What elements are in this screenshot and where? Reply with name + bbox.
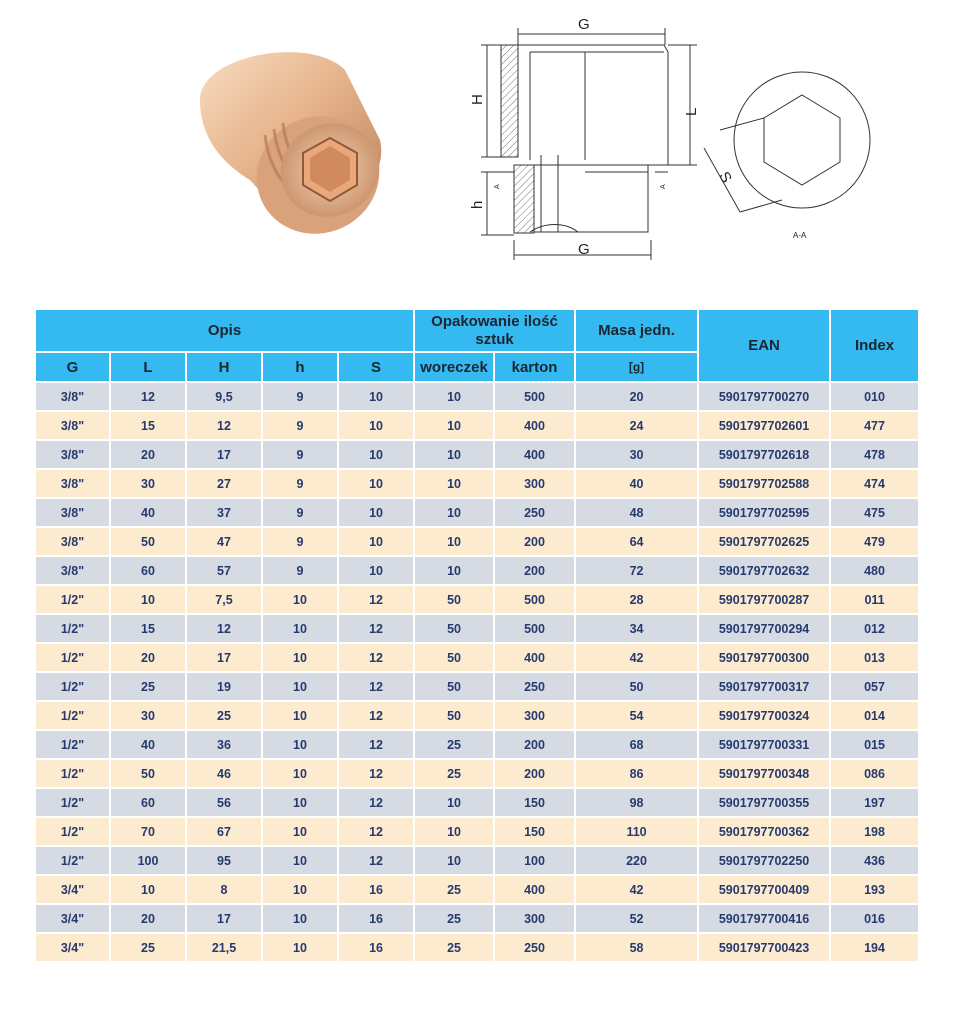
cell-ean: 5901797700270 [698,382,830,411]
dim-s: S [715,168,735,186]
header-s: S [338,352,414,382]
technical-drawing [458,8,878,270]
cell-g: 3/8" [35,411,110,440]
cell-ean: 5901797700348 [698,759,830,788]
cell-woreczek: 25 [414,759,494,788]
cell-s: 10 [338,411,414,440]
cell-l: 30 [110,701,186,730]
cell-h-lower: 10 [262,614,338,643]
cell-l: 40 [110,498,186,527]
cell-index: 013 [830,643,919,672]
cell-l: 50 [110,759,186,788]
cell-h-upper: 7,5 [186,585,262,614]
cell-h-lower: 10 [262,875,338,904]
cell-karton: 300 [494,904,575,933]
cell-ean: 5901797700416 [698,904,830,933]
cell-h-lower: 9 [262,411,338,440]
cell-g: 3/8" [35,527,110,556]
cell-masa: 28 [575,585,698,614]
cell-masa: 86 [575,759,698,788]
cell-ean: 5901797700355 [698,788,830,817]
table-row [35,788,919,817]
dim-h-upper: H [469,94,486,105]
cell-l: 15 [110,411,186,440]
cell-l: 50 [110,527,186,556]
header-h-lower: h [262,352,338,382]
cell-s: 10 [338,527,414,556]
cell-s: 10 [338,469,414,498]
cell-masa: 52 [575,904,698,933]
cell-s: 12 [338,701,414,730]
cell-masa: 20 [575,382,698,411]
cell-masa: 24 [575,411,698,440]
cell-karton: 300 [494,701,575,730]
section-label: A-A [793,231,807,240]
header-index: Index [830,309,919,382]
cell-index: 474 [830,469,919,498]
cell-ean: 5901797702632 [698,556,830,585]
cell-l: 60 [110,556,186,585]
table-row [35,817,919,846]
table-row [35,614,919,643]
cell-h-upper: 27 [186,469,262,498]
cell-h-lower: 9 [262,469,338,498]
cell-index: 436 [830,846,919,875]
cell-masa: 34 [575,614,698,643]
table-row [35,440,919,469]
cell-l: 25 [110,672,186,701]
cell-g: 3/4" [35,933,110,962]
dim-g-bottom: G [578,241,590,258]
cell-masa: 54 [575,701,698,730]
cell-g: 1/2" [35,614,110,643]
cell-masa: 72 [575,556,698,585]
cell-l: 20 [110,643,186,672]
cell-g: 1/2" [35,643,110,672]
cell-ean: 5901797702625 [698,527,830,556]
cell-h-upper: 21,5 [186,933,262,962]
header-ean: EAN [698,309,830,382]
cell-masa: 68 [575,730,698,759]
table-row [35,875,919,904]
cell-karton: 300 [494,469,575,498]
cell-ean: 5901797700331 [698,730,830,759]
cell-s: 12 [338,643,414,672]
header-opakowanie: Opakowanie ilość sztuk [414,309,575,352]
cell-masa: 42 [575,643,698,672]
header-g: G [35,352,110,382]
cell-ean: 5901797702595 [698,498,830,527]
cell-g: 3/4" [35,904,110,933]
cell-h-upper: 37 [186,498,262,527]
cell-woreczek: 10 [414,411,494,440]
cell-h-upper: 17 [186,440,262,469]
cell-s: 12 [338,614,414,643]
cell-index: 086 [830,759,919,788]
cell-ean: 5901797700324 [698,701,830,730]
cell-karton: 400 [494,875,575,904]
cell-s: 12 [338,585,414,614]
cell-masa: 50 [575,672,698,701]
cell-h-upper: 9,5 [186,382,262,411]
cell-index: 478 [830,440,919,469]
cell-h-upper: 12 [186,614,262,643]
cell-s: 12 [338,817,414,846]
cell-h-lower: 10 [262,730,338,759]
cell-s: 12 [338,759,414,788]
cell-ean: 5901797700300 [698,643,830,672]
cell-index: 193 [830,875,919,904]
cell-g: 3/4" [35,875,110,904]
cell-s: 10 [338,498,414,527]
cell-woreczek: 10 [414,527,494,556]
cell-l: 30 [110,469,186,498]
cell-s: 12 [338,672,414,701]
cell-woreczek: 10 [414,817,494,846]
cell-g: 1/2" [35,730,110,759]
cell-ean: 5901797702588 [698,469,830,498]
cell-index: 480 [830,556,919,585]
cell-karton: 150 [494,788,575,817]
cell-index: 014 [830,701,919,730]
cell-h-lower: 9 [262,498,338,527]
cell-masa: 40 [575,469,698,498]
cell-h-upper: 12 [186,411,262,440]
cell-index: 479 [830,527,919,556]
cell-index: 475 [830,498,919,527]
table-row [35,527,919,556]
cell-l: 20 [110,904,186,933]
cell-index: 194 [830,933,919,962]
cell-h-upper: 46 [186,759,262,788]
cell-g: 3/8" [35,469,110,498]
cell-index: 010 [830,382,919,411]
cell-h-upper: 25 [186,701,262,730]
header-karton: karton [494,352,575,382]
cell-g: 3/8" [35,382,110,411]
cell-g: 1/2" [35,585,110,614]
cell-woreczek: 50 [414,701,494,730]
cell-s: 12 [338,846,414,875]
cell-h-upper: 19 [186,672,262,701]
cell-h-lower: 10 [262,759,338,788]
table-row [35,556,919,585]
table-row [35,411,919,440]
cell-l: 12 [110,382,186,411]
cell-g: 3/8" [35,440,110,469]
cell-masa: 58 [575,933,698,962]
cell-s: 16 [338,933,414,962]
cell-karton: 400 [494,643,575,672]
spec-table [34,308,920,963]
cell-h-lower: 10 [262,817,338,846]
cell-h-lower: 10 [262,904,338,933]
cell-l: 10 [110,875,186,904]
header-opis: Opis [35,309,414,352]
cell-masa: 48 [575,498,698,527]
cell-h-lower: 9 [262,382,338,411]
cell-g: 1/2" [35,672,110,701]
cell-l: 40 [110,730,186,759]
table-row [35,643,919,672]
cell-s: 16 [338,904,414,933]
cell-ean: 5901797702618 [698,440,830,469]
cell-ean: 5901797700287 [698,585,830,614]
cell-g: 1/2" [35,788,110,817]
cell-woreczek: 10 [414,788,494,817]
cell-l: 100 [110,846,186,875]
cell-woreczek: 10 [414,556,494,585]
cell-masa: 30 [575,440,698,469]
section-mark-a-left: A [494,184,501,189]
cell-karton: 500 [494,585,575,614]
cell-g: 1/2" [35,701,110,730]
header-l: L [110,352,186,382]
cell-s: 10 [338,440,414,469]
cell-karton: 400 [494,440,575,469]
dim-g-top: G [578,16,590,33]
cell-g: 1/2" [35,759,110,788]
cell-h-upper: 56 [186,788,262,817]
cell-g: 3/8" [35,556,110,585]
cell-l: 15 [110,614,186,643]
table-row [35,585,919,614]
section-mark-a-right: A [660,184,667,189]
cell-index: 011 [830,585,919,614]
cell-g: 1/2" [35,817,110,846]
cell-g: 1/2" [35,846,110,875]
cell-index: 057 [830,672,919,701]
table-row [35,846,919,875]
cell-woreczek: 25 [414,730,494,759]
cell-woreczek: 10 [414,846,494,875]
table-row [35,933,919,962]
cell-ean: 5901797700294 [698,614,830,643]
header-woreczek: woreczek [414,352,494,382]
cell-h-lower: 9 [262,556,338,585]
header-masa-unit: [g] [575,352,698,382]
cell-index: 015 [830,730,919,759]
cell-woreczek: 25 [414,904,494,933]
dim-l: L [683,107,700,116]
cell-l: 25 [110,933,186,962]
cell-index: 477 [830,411,919,440]
cell-l: 60 [110,788,186,817]
cell-h-lower: 10 [262,701,338,730]
cell-l: 20 [110,440,186,469]
cell-s: 10 [338,556,414,585]
table-row [35,498,919,527]
dim-h-lower: h [469,200,486,209]
cell-karton: 250 [494,933,575,962]
cell-h-lower: 10 [262,788,338,817]
cell-woreczek: 50 [414,672,494,701]
cell-masa: 64 [575,527,698,556]
table-row [35,382,919,411]
cell-index: 012 [830,614,919,643]
cell-ean: 5901797700317 [698,672,830,701]
cell-h-lower: 10 [262,846,338,875]
cell-h-upper: 8 [186,875,262,904]
cell-h-lower: 10 [262,585,338,614]
cell-h-upper: 67 [186,817,262,846]
cell-woreczek: 10 [414,498,494,527]
cell-index: 016 [830,904,919,933]
cell-woreczek: 10 [414,440,494,469]
cell-karton: 400 [494,411,575,440]
header-masa: Masa jedn. [575,309,698,352]
cell-h-upper: 57 [186,556,262,585]
table-row [35,904,919,933]
cell-s: 12 [338,730,414,759]
table-row [35,730,919,759]
cell-karton: 250 [494,498,575,527]
cell-karton: 500 [494,614,575,643]
cell-woreczek: 50 [414,643,494,672]
cell-masa: 110 [575,817,698,846]
cell-ean: 5901797700362 [698,817,830,846]
table-row [35,469,919,498]
table-row [35,759,919,788]
cell-h-lower: 10 [262,933,338,962]
cell-woreczek: 50 [414,585,494,614]
cell-woreczek: 25 [414,933,494,962]
table-row [35,701,919,730]
cell-karton: 200 [494,556,575,585]
cell-ean: 5901797700409 [698,875,830,904]
product-photo [170,30,400,260]
cell-masa: 42 [575,875,698,904]
cell-h-upper: 47 [186,527,262,556]
cell-karton: 250 [494,672,575,701]
cell-h-lower: 9 [262,527,338,556]
cell-h-lower: 10 [262,672,338,701]
cell-h-lower: 9 [262,440,338,469]
cell-s: 16 [338,875,414,904]
cell-karton: 500 [494,382,575,411]
table-body [35,382,919,962]
cell-l: 70 [110,817,186,846]
cell-h-upper: 17 [186,643,262,672]
cell-l: 10 [110,585,186,614]
cell-karton: 200 [494,759,575,788]
cell-h-upper: 95 [186,846,262,875]
cell-ean: 5901797700423 [698,933,830,962]
cell-woreczek: 10 [414,382,494,411]
cell-karton: 200 [494,730,575,759]
cell-index: 198 [830,817,919,846]
cell-h-upper: 17 [186,904,262,933]
cell-h-upper: 36 [186,730,262,759]
cell-g: 3/8" [35,498,110,527]
cell-h-lower: 10 [262,643,338,672]
cell-s: 10 [338,382,414,411]
cell-woreczek: 50 [414,614,494,643]
cell-masa: 220 [575,846,698,875]
cell-karton: 200 [494,527,575,556]
header-h-upper: H [186,352,262,382]
cell-karton: 150 [494,817,575,846]
cell-karton: 100 [494,846,575,875]
cell-s: 12 [338,788,414,817]
cell-ean: 5901797702601 [698,411,830,440]
cell-woreczek: 25 [414,875,494,904]
cell-masa: 98 [575,788,698,817]
cell-index: 197 [830,788,919,817]
cell-ean: 5901797702250 [698,846,830,875]
table-row [35,672,919,701]
cell-woreczek: 10 [414,469,494,498]
